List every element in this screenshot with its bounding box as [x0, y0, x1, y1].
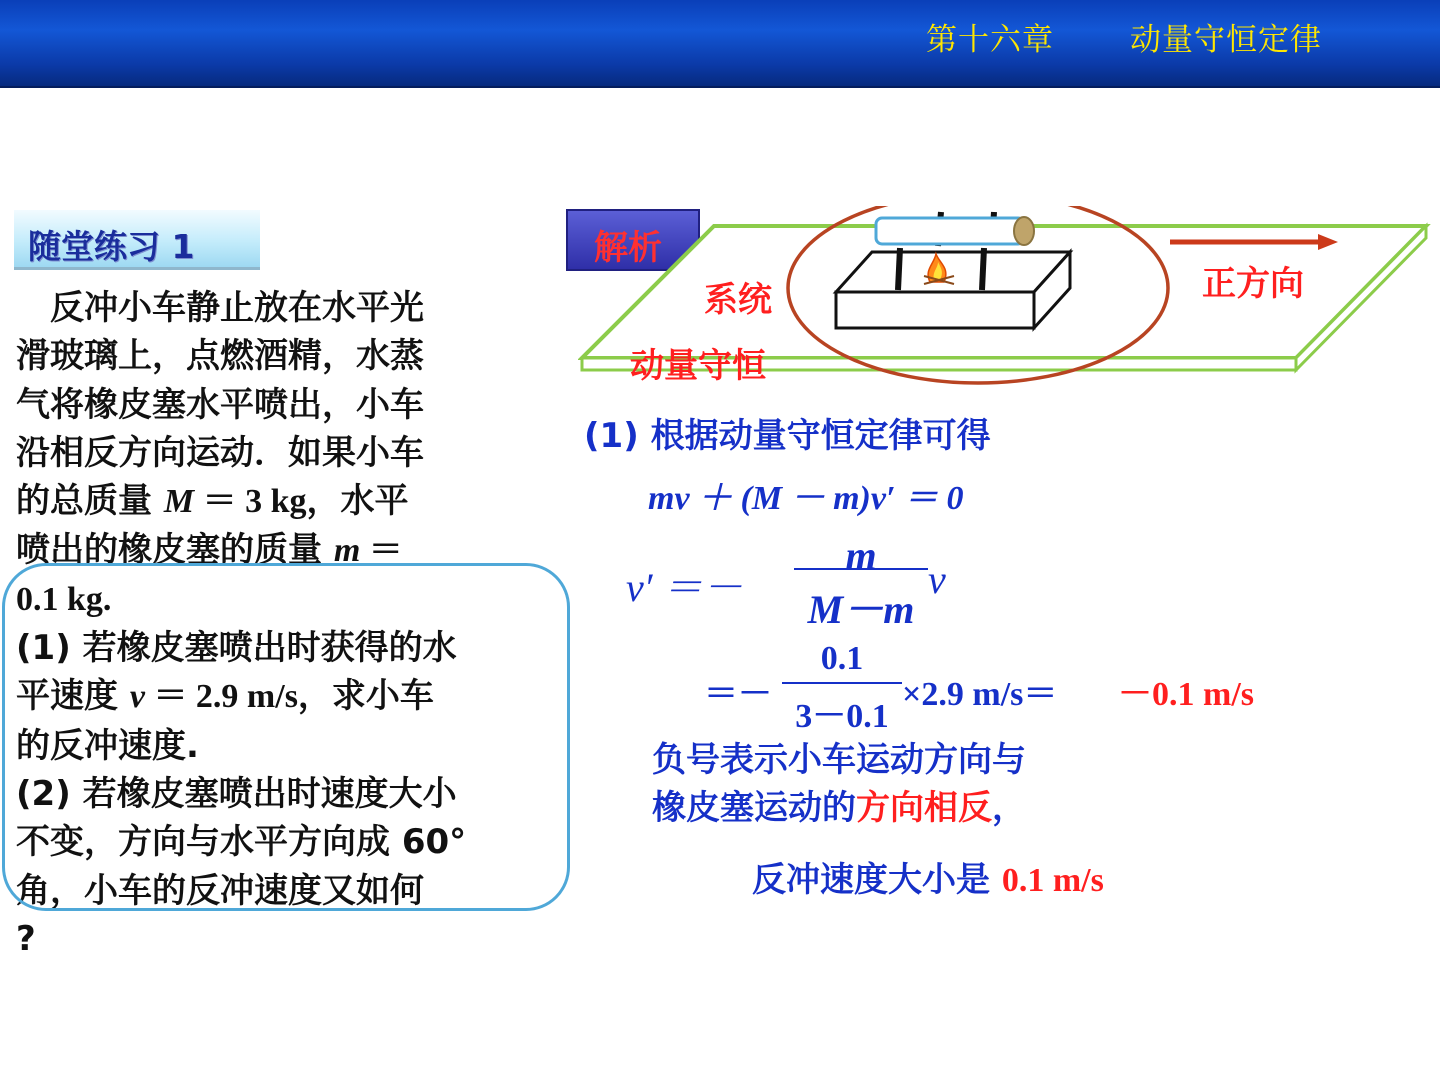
stand-right: [982, 248, 984, 290]
stand-left: [898, 248, 900, 290]
problem-line: 滑玻璃上，点燃酒精，水蒸: [16, 336, 424, 377]
problem-line: 的反冲速度.: [16, 725, 199, 766]
recoil-speed-conclusion: 反冲速度大小是 0.1 m/s: [752, 860, 1104, 900]
substitution-result: －0.1 m/s: [1118, 676, 1254, 713]
substitution-times: ×2.9 m/s＝: [902, 676, 1058, 713]
system-label: 系统: [704, 280, 772, 320]
fraction-bar: [794, 568, 928, 570]
formula-lhs: v′ ＝－: [626, 565, 743, 610]
note-line: 负号表示小车运动方向与: [652, 740, 1026, 780]
header-bar: [0, 0, 1440, 88]
substitution-numerator: 0.1: [820, 640, 864, 677]
chapter-number: 第十六章: [926, 22, 1054, 58]
practice-heading: [14, 210, 260, 270]
formula-numerator: m: [845, 533, 877, 578]
numeric-substitution: [704, 640, 1324, 735]
problem-line: 喷出的橡皮塞的质量 m ＝: [16, 530, 403, 571]
momentum-equation: mv ＋ (M － m)v′ ＝ 0: [648, 480, 964, 517]
problem-line: 沿相反方向运动．如果小车: [16, 432, 424, 473]
practice-heading-label: 随堂练习 1: [28, 227, 195, 266]
problem-line: 气将橡皮塞水平喷出，小车: [16, 384, 424, 425]
formula-denominator: M－m: [807, 587, 915, 632]
step1-text: (1) 根据动量守恒定律可得: [584, 416, 991, 456]
cart-body: [836, 252, 1070, 292]
problem-line: 反冲小车静止放在水平光: [16, 288, 424, 328]
problem-line: 不变，方向与水平方向成 60°: [16, 822, 467, 863]
test-tube: [876, 218, 1024, 244]
problem-line: 角，小车的反冲速度又如何: [16, 870, 424, 911]
question-highlight-box: [2, 563, 570, 911]
problem-line: (2) 若橡皮塞喷出时速度大小: [16, 773, 457, 814]
analysis-heading-label: 解析: [594, 228, 662, 268]
fraction-bar: [782, 682, 902, 684]
problem-line: 平速度 v ＝ 2.9 m/s，求小车: [16, 676, 434, 717]
velocity-formula: [626, 533, 966, 632]
conservation-label: 动量守恒: [630, 346, 766, 386]
substitution-denominator: 3－0.1: [795, 698, 889, 735]
rubber-stopper: [1014, 217, 1034, 245]
problem-line: 的总质量 M ＝ 3 kg，水平: [16, 481, 409, 522]
sign-explanation: [652, 736, 1026, 832]
formula-rhs: v: [928, 557, 946, 602]
recoil-speed-value: 0.1 m/s: [1001, 862, 1104, 899]
note-line: 橡皮塞运动的方向相反，: [652, 788, 1026, 828]
positive-direction-label: 正方向: [1202, 264, 1304, 304]
substitution-lhs: ＝－: [704, 676, 772, 713]
chapter-title: 动量守恒定律: [1130, 22, 1322, 58]
problem-line: (1) 若橡皮塞喷出时获得的水: [16, 628, 457, 669]
problem-line: 0.1 kg.: [16, 580, 112, 618]
problem-line: ?: [16, 918, 36, 959]
